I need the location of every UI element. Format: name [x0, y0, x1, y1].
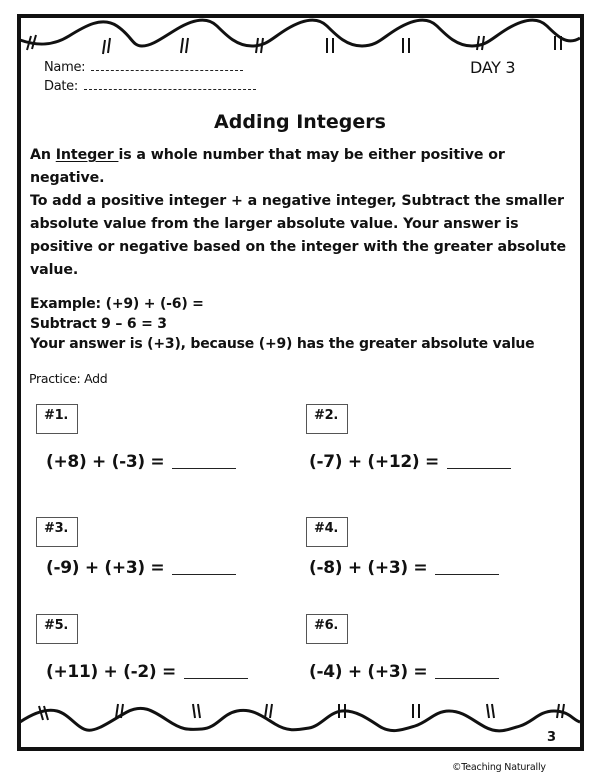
problem-3-answer-blank[interactable] [172, 573, 236, 575]
problem-5 [46, 662, 248, 682]
name-blank-line[interactable] [91, 61, 243, 71]
name-label: Name: [44, 60, 86, 75]
page-number: 3 [547, 730, 557, 745]
problem-3-number: #3. [36, 517, 78, 547]
problem-2 [309, 452, 511, 472]
problem-2-expression: (-7) + (+12) = [309, 452, 439, 472]
problem-6-answer-blank[interactable] [435, 677, 499, 679]
problem-5-expression: (+11) + (-2) = [46, 662, 176, 682]
problem-1-number: #1. [36, 404, 78, 434]
practice-label: Practice: Add [29, 371, 108, 386]
integer-term: Integer [55, 147, 119, 163]
problem-2-answer-blank[interactable] [447, 467, 511, 469]
example-line-2: Subtract 9 – 6 = 3 [30, 316, 167, 332]
problem-5-number: #5. [36, 614, 78, 644]
problem-1-expression: (+8) + (-3) = [46, 452, 165, 472]
worksheet-title: Adding Integers [214, 111, 386, 133]
problem-6 [309, 662, 499, 682]
problem-3-expression: (-9) + (+3) = [46, 558, 165, 578]
date-blank-line[interactable] [84, 80, 256, 90]
intro-prefix: An [30, 147, 56, 163]
problem-4-expression: (-8) + (+3) = [309, 558, 428, 578]
example-block [30, 294, 580, 354]
date-field[interactable] [44, 79, 256, 94]
barbed-wire-top-border [17, 16, 584, 56]
example-line-3: Your answer is (+3), because (+9) has the greater absolute value [30, 336, 535, 352]
name-field[interactable] [44, 60, 243, 75]
date-label: Date: [44, 79, 78, 94]
problem-6-number: #6. [306, 614, 348, 644]
intro-paragraph [30, 144, 570, 282]
barbed-wire-bottom-border [17, 702, 584, 742]
problem-2-number: #2. [306, 404, 348, 434]
day-label: DAY 3 [470, 58, 516, 77]
problem-5-answer-blank[interactable] [184, 677, 248, 679]
intro-definition: is a whole number that may be either positive or negative. [30, 147, 505, 186]
problem-6-expression: (-4) + (+3) = [309, 662, 428, 682]
intro-rule: To add a positive integer + a negative integer, Subtract the smaller absolute value from the larger absolute value. Your answer is positive or negative based on the integer with the greater absolute value. [30, 193, 566, 278]
problem-4-number: #4. [306, 517, 348, 547]
problem-4-answer-blank[interactable] [435, 573, 499, 575]
problem-1-answer-blank[interactable] [172, 467, 236, 469]
problem-1 [46, 452, 236, 472]
example-line-1: Example: (+9) + (-6) = [30, 296, 204, 312]
problem-3 [46, 558, 236, 578]
copyright-notice: ©Teaching Naturally [452, 762, 546, 773]
problem-4 [309, 558, 499, 578]
